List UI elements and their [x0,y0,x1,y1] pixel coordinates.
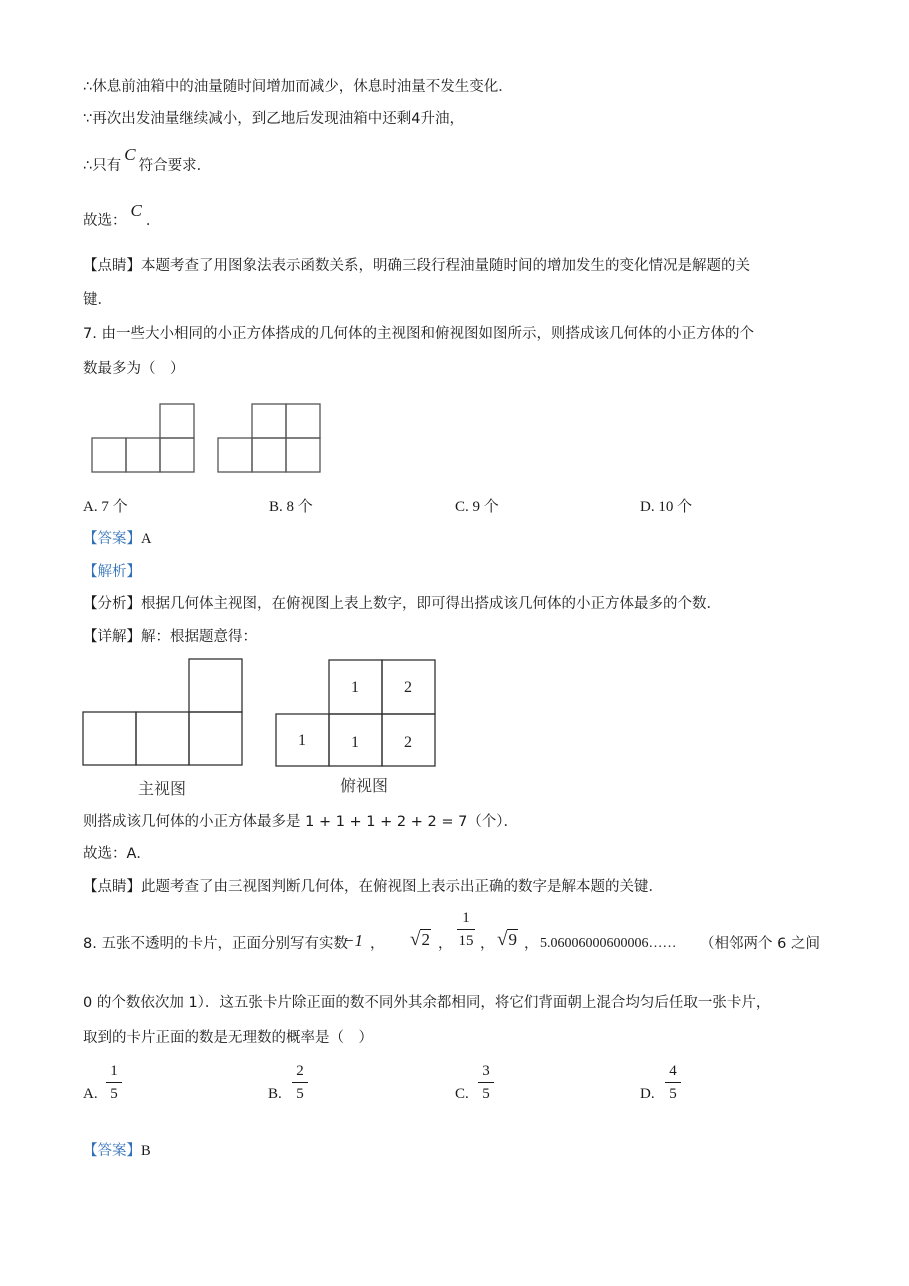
top-view-label: 俯视图 [339,776,389,795]
cube-square [92,438,126,472]
cube-square [189,659,242,712]
option-d-fraction: 4 5 [663,1062,683,1103]
question-7-stem: 数最多为（ ） [83,361,185,377]
detail-7: 【详解】解：根据题意得： [83,629,257,645]
question-7-solution-views [80,656,440,802]
text-line: 故选：C． [83,201,161,229]
variable-c: C [124,145,136,164]
cube-square [160,404,194,438]
option-a-fraction: 1 5 [104,1062,124,1103]
sqrt-2: √2 [410,929,430,950]
nonrepeating-decimal: 5.06006000600006…… [540,936,677,951]
top-view-number: 2 [404,679,412,696]
analysis-7: 【分析】根据几何体主视图，在俯视图上表上数字，即可得出搭成该几何体的小正方体最多的个数． [83,596,721,612]
number-neg-one: −1 [343,931,363,950]
cube-square [218,438,252,472]
fraction-1-15: 1 15 [458,910,474,949]
text-line: ∴只有C符合要求． [83,145,212,174]
answer-7: 【答案】A [83,531,152,547]
text-line: 键． [83,292,112,308]
result-7: 则搭成该几何体的小正方体最多是 1 + 1 + 1 + 2 + 2 = 7（个）． [83,814,519,830]
question-7-small-views [88,400,328,478]
cube-square [160,438,194,472]
option-b-key: B. [268,1086,282,1102]
answer-8: 【答案】B [83,1143,151,1159]
text-line: ∵再次出发油量继续减小，到乙地后发现油箱中还剩4升油， [83,111,464,127]
option-c-key: C. [455,1086,469,1102]
separator: ， [438,936,453,952]
top-view-number: 1 [351,679,359,696]
dianjing-7: 【点睛】此题考查了由三视图判断几何体，在俯视图上表示出正确的数字是解本题的关键． [83,879,663,895]
cube-square [83,712,136,765]
jiexi-heading: 【解析】 [83,564,141,580]
separator: ， [480,936,495,952]
option-c: C. 9 个 [455,499,499,515]
text-line: ∴休息前油箱中的油量随时间增加而减少，休息时油量不发生变化． [83,79,513,95]
separator: ， [370,936,385,952]
question-8-stem: 0 的个数依次加 1）．这五张卡片除正面的数不同外其余都相同，将它们背面朝上混合均匀后任取一张卡片， [83,995,771,1011]
top-view-number: 1 [351,734,359,751]
top-view-number: 2 [404,734,412,751]
variable-c: C [130,201,142,220]
option-a: A. 7 个 [83,499,128,515]
cube-square [136,712,189,765]
question-8-stem: 取到的卡片正面的数是无理数的概率是（ ） [83,1030,373,1046]
cube-square [252,438,286,472]
cube-square [189,712,242,765]
cube-square [286,404,320,438]
option-c-fraction: 3 5 [476,1062,496,1103]
cube-square [126,438,160,472]
option-d: D. 10 个 [640,499,693,515]
question-8-stem: 8. 五张不透明的卡片，正面分别写有实数 [83,936,348,952]
dianjing-paragraph: 【点睛】本题考查了用图象法表示函数关系，明确三段行程油量随时间的增加发生的变化情况是解题的关 [83,258,750,274]
option-a-key: A. [83,1086,98,1102]
option-b-fraction: 2 5 [290,1062,310,1103]
option-b: B. 8 个 [269,499,313,515]
question-8-stem-tail: （相邻两个 6 之间 [700,936,820,952]
main-view-label: 主视图 [137,779,187,798]
sqrt-9: √9 [497,929,517,950]
top-view-number: 1 [298,732,306,749]
separator: ， [524,936,539,952]
question-7-stem: 7. 由一些大小相同的小正方体搭成的几何体的主视图和俯视图如图所示，则搭成该几何体的小正方体的个 [83,326,754,342]
cube-square [286,438,320,472]
cube-square [252,404,286,438]
option-d-key: D. [640,1086,655,1102]
choice-7: 故选：A． [83,846,151,862]
